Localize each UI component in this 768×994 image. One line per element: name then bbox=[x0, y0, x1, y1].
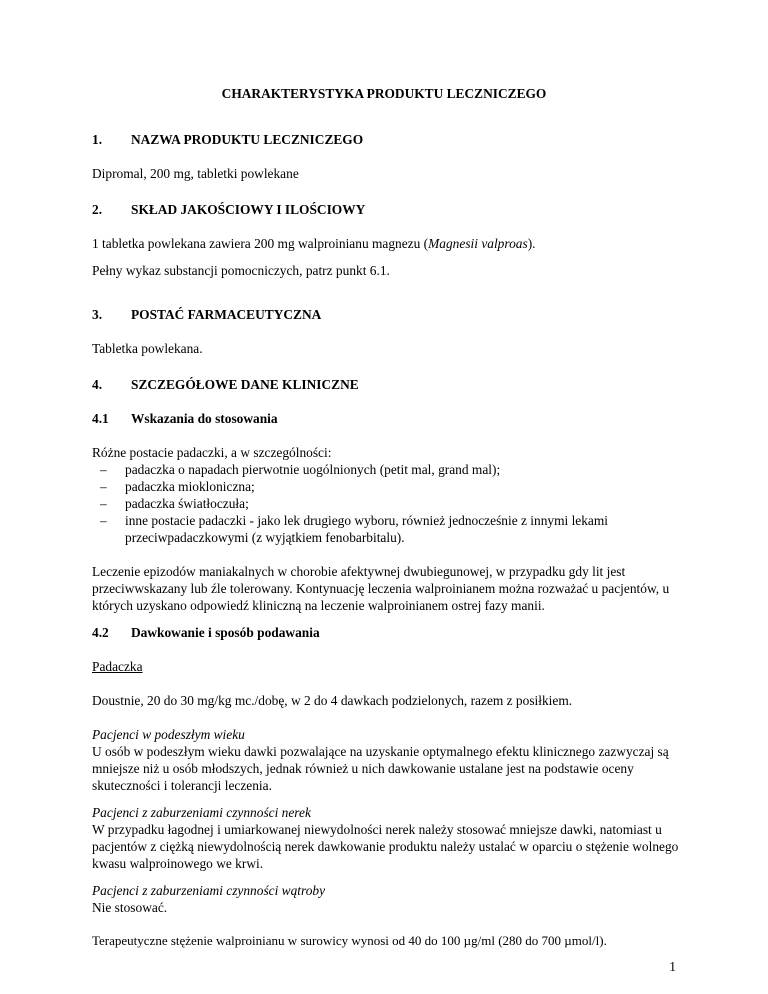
list-item: – padaczka miokloniczna; bbox=[92, 478, 692, 495]
product-name: Dipromal, 200 mg, tabletki powlekane bbox=[92, 166, 299, 181]
section-4-1-number: 4.1 bbox=[92, 411, 109, 426]
page-number: 1 bbox=[669, 959, 676, 974]
list-item: – inne postacie padaczki - jako lek drugiego wyboru, również jednocześnie z innymi lekami przeciwpadaczkowymi (z wyjątkiem fenobarbitalu). bbox=[92, 512, 692, 546]
elderly-heading: Pacjenci w podeszłym wieku bbox=[92, 727, 245, 742]
section-4-2-number: 4.2 bbox=[92, 625, 109, 640]
document-title: CHARAKTERYSTYKA PRODUKTU LECZNICZEGO bbox=[221, 86, 547, 101]
composition-post: ). bbox=[527, 236, 536, 251]
section-1-number: 1. bbox=[92, 132, 103, 147]
hepatic-text: Nie stosować. bbox=[92, 900, 168, 915]
therapeutic-concentration: Terapeutyczne stężenie walproinianu w surowicy wynosi od 40 do 100 µg/ml (280 do 700 µmol/l). bbox=[92, 933, 607, 948]
indications-list bbox=[92, 461, 692, 546]
section-1-title: NAZWA PRODUKTU LECZNICZEGO bbox=[131, 132, 364, 147]
section-3-title: POSTAĆ FARMACEUTYCZNA bbox=[131, 307, 322, 322]
section-2-title: SKŁAD JAKOŚCIOWY I ILOŚCIOWY bbox=[131, 202, 366, 217]
excipients-text: Pełny wykaz substancji pomocniczych, patrz punkt 6.1. bbox=[92, 263, 390, 278]
section-3-number: 3. bbox=[92, 307, 103, 322]
composition-text bbox=[92, 235, 692, 252]
section-4-1-title: Wskazania do stosowania bbox=[131, 411, 278, 426]
pharmaceutical-form: Tabletka powlekana. bbox=[92, 341, 203, 356]
oral-dosage: Doustnie, 20 do 30 mg/kg mc./dobę, w 2 do 4 dawkach podzielonych, razem z posiłkiem. bbox=[92, 693, 573, 708]
composition-pre: 1 tabletka powlekana zawiera 200 mg walproinianu magnezu ( bbox=[92, 236, 429, 251]
hepatic-heading: Pacjenci z zaburzeniami czynności wątroby bbox=[92, 883, 326, 898]
list-item: – padaczka o napadach pierwotnie uogólnionych (petit mal, grand mal); bbox=[92, 461, 692, 478]
indications-intro: Różne postacie padaczki, a w szczególności: bbox=[92, 445, 332, 460]
section-2-number: 2. bbox=[92, 202, 103, 217]
section-4-2-title: Dawkowanie i sposób podawania bbox=[131, 625, 320, 640]
mania-indication: Leczenie epizodów maniakalnych w chorobie afektywnej dwubiegunowej, w przypadku gdy lit jest przeciwwskazany lub źle tolerowany. Kontynuację leczenia walproinianem można rozważać u pacjentów, u których uzyskano odpowiedź kliniczną na leczenie walproinianem ostrej fazy manii. bbox=[92, 564, 670, 613]
renal-heading: Pacjenci z zaburzeniami czynności nerek bbox=[92, 805, 311, 820]
renal-text: W przypadku łagodnej i umiarkowanej niewydolności nerek należy stosować mniejsze dawki, natomiast u pacjentów z ciężką niewydolnością nerek dawkowanie produktu należy ustalać w oparciu o stężenie wolnego kwasu walproinowego we krwi. bbox=[92, 822, 679, 871]
epilepsy-heading: Padaczka bbox=[92, 659, 143, 674]
elderly-text: U osób w podeszłym wieku dawki pozwalające na uzyskanie optymalnego efektu klinicznego zazwyczaj są mniejsze niż u osób młodszych, jednak również u nich dawkowanie ustalane jest na podstawie oceny skuteczności i tolerancji leczenia. bbox=[92, 744, 669, 793]
section-4-number: 4. bbox=[92, 377, 103, 392]
list-item: – padaczka światłoczuła; bbox=[92, 495, 692, 512]
composition-latin: Magnesii valproas bbox=[428, 236, 528, 251]
section-4-title: SZCZEGÓŁOWE DANE KLINICZNE bbox=[131, 377, 359, 392]
